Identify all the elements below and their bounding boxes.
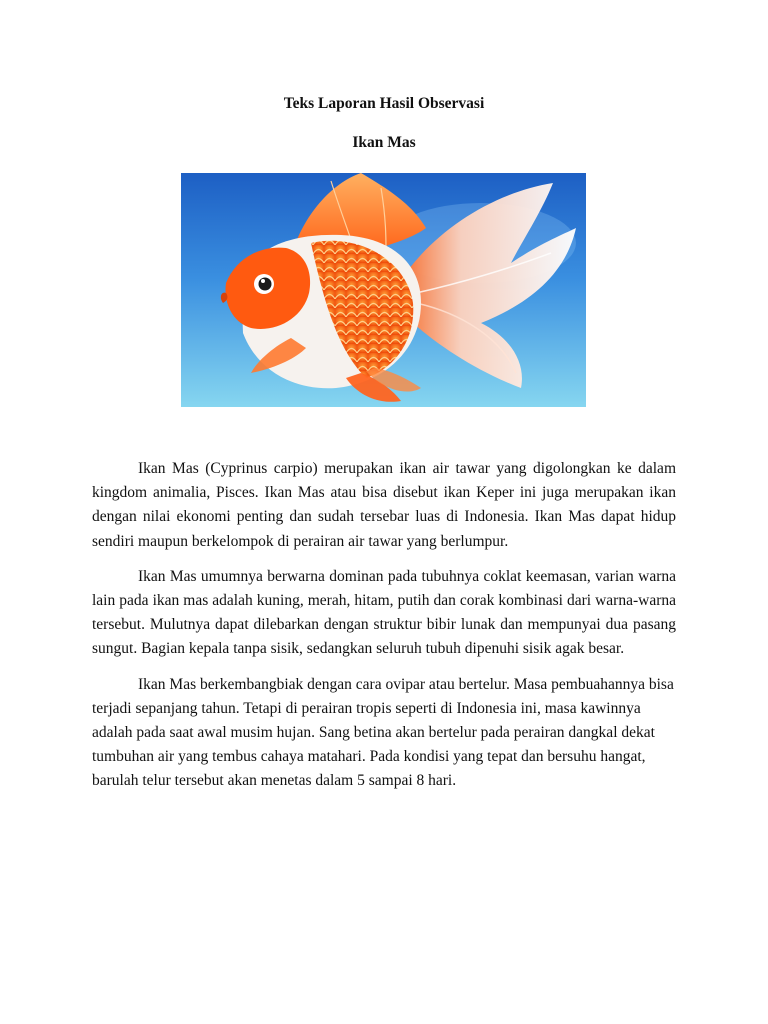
- document-title: Teks Laporan Hasil Observasi: [283, 95, 485, 112]
- document-subtitle: Ikan Mas: [352, 134, 416, 151]
- document-body: [92, 457, 676, 805]
- paragraph-2: Ikan Mas umumnya berwarna dominan pada tubuhnya coklat keemasan, varian warna lain pada ikan mas adalah kuning, merah, hitam, putih dan corak kombinasi dari warna-warna tersebut. Mulutnya dapat dilebarkan dengan struktur bibir lunak dan mempunyai dua pasang sungut. Bagian kepala tanpa sisik, sedangkan seluruh tubuh dipenuhi sisik agak besar.: [92, 567, 676, 658]
- goldfish-photo: [181, 173, 586, 407]
- paragraph-3: Ikan Mas berkembangbiak dengan cara ovipar atau bertelur. Masa pembuahannya bisa terjadi sepanjang tahun. Tetapi di perairan tropis seperti di Indonesia ini, masa kawinnya adalah pada saat awal musim hujan. Sang betina akan bertelur pada perairan dangkal dekat tumbuhan air yang tembus cahaya matahari. Pada kondisi yang tepat dan bersuhu hangat, barulah telur tersebut akan menetas dalam 5 sampai 8 hari.: [92, 675, 674, 790]
- paragraph-1: Ikan Mas (Cyprinus carpio) merupakan ikan air tawar yang digolongkan ke dalam kingdom animalia, Pisces. Ikan Mas atau bisa disebut ikan Keper ini juga merupakan ikan dengan nilai ekonomi penting dan sudah tersebar luas di Indonesia. Ikan Mas dapat hidup sendiri maupun berkelompok di perairan air tawar yang berlumpur.: [92, 460, 676, 550]
